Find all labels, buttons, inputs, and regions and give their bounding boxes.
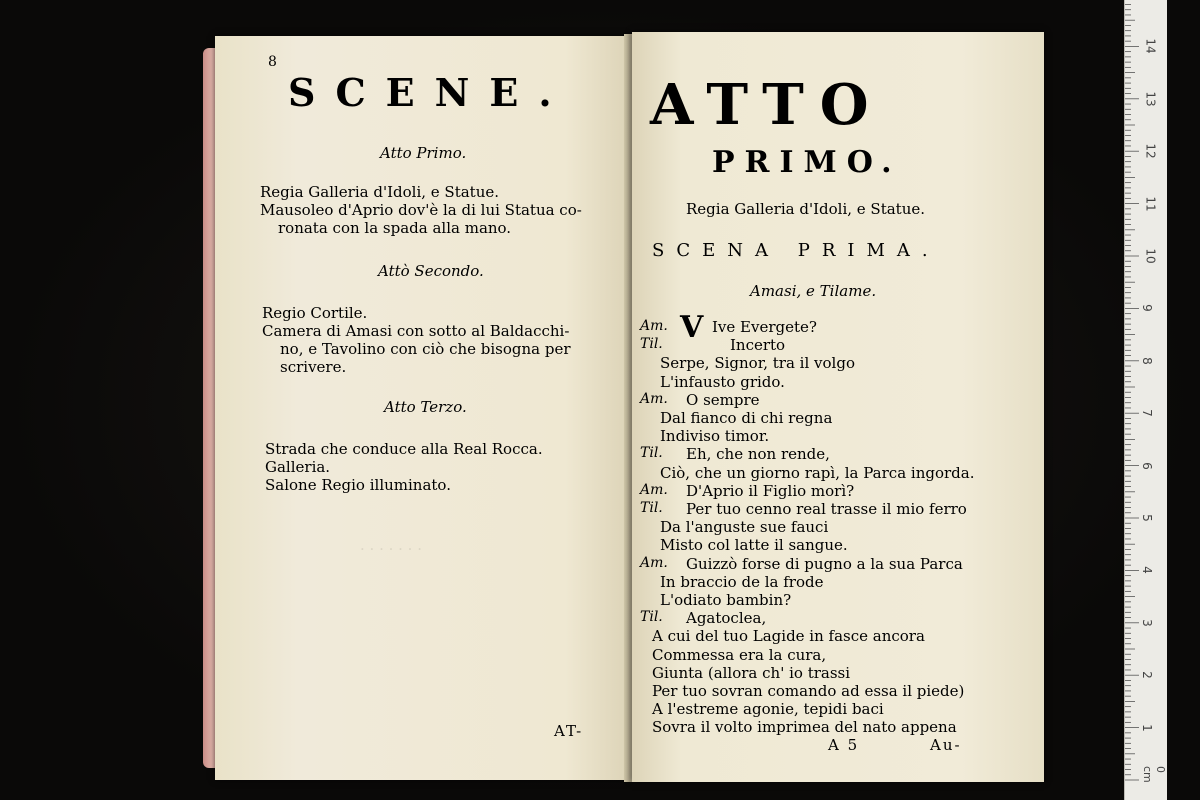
dialogue-line: Per tuo sovran comando ad essa il piede) — [652, 682, 965, 700]
act1-line-2: Mausoleo d'Aprio dov'è la di lui Statua co- — [260, 201, 582, 219]
act3-heading: Atto Terzo. — [384, 398, 467, 416]
ruler-number: 14 — [1143, 38, 1158, 55]
act1-heading: Atto Primo. — [380, 144, 467, 162]
dialogue-line: A cui del tuo Lagide in fasce ancora — [652, 627, 925, 646]
dialogue-line: In braccio de la frode — [660, 572, 824, 591]
act-subtitle: PRIMO. — [712, 145, 902, 180]
page-number: 8 — [268, 54, 277, 70]
ruler-number: 3 — [1139, 618, 1154, 627]
dialogue-line: Misto col latte il sangue. — [660, 536, 848, 555]
ruler-unit-label: 0 cm — [1141, 766, 1167, 783]
dialogue-line: Agatoclea, — [686, 609, 767, 628]
dialogue-line: Eh, che non rende, — [686, 445, 830, 464]
act3-line-1: Strada che conduce alla Real Rocca. — [265, 440, 543, 458]
dialogue-line: Commessa era la cura, — [652, 645, 827, 664]
ruler-number: 6 — [1139, 461, 1154, 470]
act1-line-3: ronata con la spada alla mano. — [278, 219, 512, 237]
ruler-number: 2 — [1139, 671, 1154, 680]
act2-line-4: scrivere. — [280, 358, 347, 376]
ruler-number: 12 — [1143, 143, 1158, 159]
scene-list-title: SCENE. — [288, 70, 572, 115]
ruler-number: 5 — [1139, 514, 1154, 522]
dialogue-line: Incerto — [730, 336, 786, 355]
dialogue-line: D'Aprio il Figlio morì? — [686, 481, 855, 500]
ruler-number: 4 — [1139, 566, 1154, 575]
ruler-number: 11 — [1143, 195, 1158, 212]
characters-line: Amasi, e Tilame. — [750, 282, 877, 300]
dialogue-line: L'infausto grido. — [660, 372, 785, 391]
dialogue-line: Guizzò forse di pugno a la sua Parca — [686, 554, 963, 573]
dialogue-speaker: Til. — [640, 336, 663, 353]
ruler-number: 1 — [1139, 723, 1154, 732]
act2-line-1: Regio Cortile. — [262, 304, 368, 322]
act2-line-3: no, e Tavolino con ciò che bisogna per — [280, 340, 571, 358]
bleed-through-text: · · · · · · · — [360, 540, 422, 558]
act1-line-1: Regia Galleria d'Idoli, e Statue. — [260, 183, 499, 201]
ruler-number: 9 — [1139, 304, 1154, 313]
dialogue-speaker: Am. — [640, 318, 668, 334]
scene-heading: SCENA PRIMA. — [652, 240, 940, 261]
dialogue-line: Giunta (allora ch' io trassi — [652, 663, 851, 682]
dialogue-line: Ciò, che un giorno rapì, la Parca ingorda. — [660, 463, 975, 482]
dialogue-speaker: Am. — [640, 554, 668, 571]
ruler-number: 10 — [1143, 248, 1158, 264]
act2-line-2: Camera di Amasi con sotto al Baldacchi- — [262, 322, 570, 340]
ruler-number: 8 — [1139, 356, 1154, 365]
dialogue-line: Indiviso timor. — [660, 427, 770, 446]
ruler-number: 7 — [1139, 409, 1154, 418]
act3-line-3: Salone Regio illuminato. — [265, 476, 451, 494]
dialogue-line: Ive Evergete? — [712, 318, 817, 336]
ruler-number: 13 — [1143, 91, 1158, 107]
act3-line-2: Galleria. — [265, 458, 331, 476]
signature-mark: A 5 — [828, 736, 860, 754]
dialogue-line: A l'estreme agonie, tepidi baci — [652, 700, 884, 719]
measurement-ruler — [1124, 0, 1167, 800]
act2-heading: Attò Secondo. — [378, 262, 484, 280]
ruler-ticks — [1125, 0, 1167, 800]
dialogue-speaker: Am. — [640, 481, 668, 498]
dialogue-speaker: Til. — [640, 445, 663, 462]
dialogue-line: Da l'anguste sue fauci — [660, 518, 829, 537]
left-catchword: AT- — [554, 722, 584, 740]
dialogue-line: O sempre — [686, 390, 760, 409]
dialogue-speaker: Til. — [640, 500, 663, 516]
dialogue-line: Sovra il volto imprimea del nato appena — [652, 718, 957, 737]
act-title: ATTO — [650, 72, 885, 138]
dialogue-line: Serpe, Signor, tra il volgo — [660, 354, 855, 373]
dialogue-line: Per tuo cenno real trasse il mio ferro — [686, 500, 967, 518]
dialogue-speaker: Am. — [640, 390, 668, 407]
drop-cap-v: V — [680, 310, 704, 345]
dialogue-line: Dal fianco di chi regna — [660, 409, 833, 427]
right-catchword: Au- — [930, 736, 962, 754]
dialogue-line: L'odiato bambin? — [660, 591, 792, 609]
dialogue-speaker: Til. — [640, 609, 663, 626]
scene-setting: Regia Galleria d'Idoli, e Statue. — [686, 200, 925, 218]
